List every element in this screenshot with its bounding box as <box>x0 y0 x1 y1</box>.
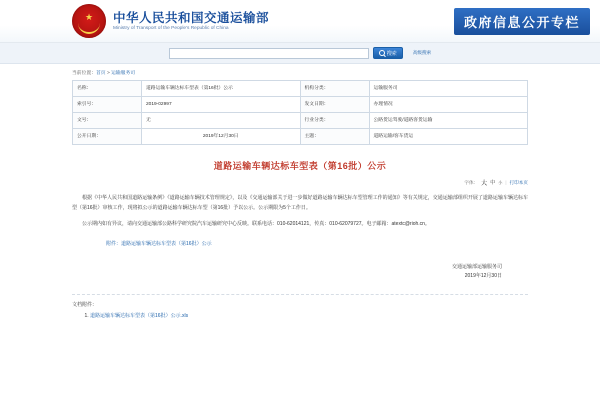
breadcrumb-prefix: 当前位置： <box>72 71 96 76</box>
signer: 交通运输部运输服务司 <box>451 263 502 270</box>
search-button-label: 搜索 <box>386 50 397 57</box>
section-banner: 政府信息公开专栏 <box>454 8 590 35</box>
metadata-table-wrap <box>72 80 528 145</box>
meta-label: 索引号： <box>73 97 142 113</box>
font-size-small-button[interactable]: 小 <box>498 179 503 185</box>
font-size-medium-button[interactable]: 中 <box>490 180 496 186</box>
font-size-large-button[interactable]: 大 <box>481 181 488 187</box>
meta-label: 名称： <box>73 81 142 97</box>
search-icon <box>379 50 385 56</box>
table-row <box>73 129 528 145</box>
breadcrumb-home[interactable]: 首页 <box>96 71 106 76</box>
sign-date: 2019年12月30日 <box>464 273 502 280</box>
national-emblem-icon: ★ <box>72 4 106 38</box>
toolbar-divider: | <box>505 180 507 185</box>
meta-value: 公路货运驾驶/道路客货运输 <box>369 113 528 129</box>
inline-attachment-line <box>106 240 528 249</box>
font-size-label: 字体： <box>464 179 479 185</box>
meta-label: 文号： <box>73 113 142 129</box>
divider <box>72 294 528 295</box>
paragraph-2: 公示期内如有异议，请向交通运输部公路科学研究院汽车运输研究中心反映。联系电话：010-62014121，传真：010-62079727。电子邮箱：atextc@rioh.cn。 <box>82 221 430 228</box>
list-item <box>90 312 528 321</box>
advanced-search-link[interactable]: 高级搜索 <box>412 50 432 55</box>
breadcrumb-current[interactable]: 运输服务司 <box>111 71 136 76</box>
breadcrumb <box>72 69 600 76</box>
signoff-block <box>72 263 528 282</box>
site-header <box>0 0 600 43</box>
print-page-button[interactable]: 打印本页 <box>509 179 528 185</box>
attachment-link[interactable]: 道路运输车辆达标车型表（第16批）公示.xls <box>90 312 189 319</box>
site-title-cn: 中华人民共和国交通运输部 <box>113 10 270 25</box>
attachments-list <box>72 312 528 321</box>
font-size-toolbar <box>72 178 528 187</box>
meta-label: 机构分类： <box>300 81 369 97</box>
meta-label: 发文日期： <box>300 97 369 113</box>
table-row <box>73 97 528 113</box>
meta-label: 公开日期： <box>73 129 142 145</box>
paragraph-1: 根据《中华人民共和国道路运输条例》《道路运输车辆技术管理规定》，以及《交通运输部关于进一步做好道路运输车辆达标车型管理工作的通知》等有关规定，交通运输部组织开展了道路运输车辆达标车型（第16批）审核工作，现将拟公示的道路运输车辆达标车型（第16批）予以公示。公示期限为5个工作日。 <box>72 195 528 211</box>
metadata-table <box>72 80 528 145</box>
inline-attachment-link[interactable]: 附件：道路运输车辆达标车型表（第16批）公示 <box>106 240 212 247</box>
meta-label: 行业分类： <box>300 113 369 129</box>
search-button[interactable] <box>373 47 403 59</box>
page-title: 道路运输车辆达标车型表（第16批）公示 <box>213 161 387 171</box>
table-row <box>73 81 528 97</box>
site-title-en: Ministry of Transport of the People's Republic of China <box>113 25 229 31</box>
meta-value: 无 <box>142 113 301 129</box>
search-bar <box>0 43 600 64</box>
breadcrumb-sep: > <box>105 71 112 76</box>
meta-value: 运输服务司 <box>369 81 528 97</box>
meta-value: 道路运输/客车货运 <box>369 129 528 145</box>
meta-value: 2019年12月30日 <box>142 129 301 145</box>
document-body <box>72 159 528 321</box>
table-row <box>73 113 528 129</box>
site-title-block <box>113 11 269 32</box>
search-input[interactable] <box>169 48 369 59</box>
meta-label: 主题： <box>300 129 369 145</box>
attachments-heading: 文档附件： <box>72 301 98 308</box>
meta-value: 道路运输车辆达标车型表（第16批）公示 <box>142 81 301 97</box>
meta-value: 办理情况 <box>369 97 528 113</box>
meta-value: 2019-02997 <box>142 97 301 113</box>
